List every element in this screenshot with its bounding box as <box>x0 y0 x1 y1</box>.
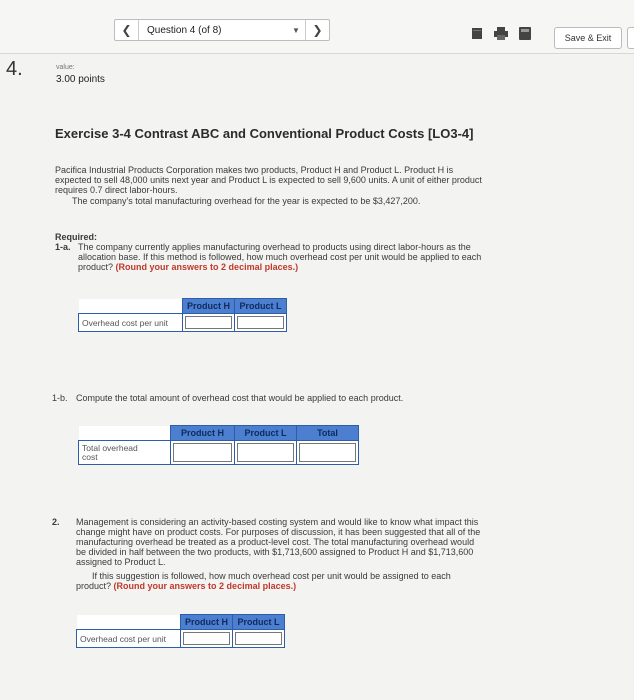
cell-product-l <box>235 441 297 465</box>
column-header-product-l: Product L <box>235 426 297 441</box>
question-2-text: be divided in half between the two products, with $1,713,600 assigned to Product H and $1,713,600 <box>76 547 474 557</box>
exercise-title: Exercise 3-4 Contrast ABC and Conventional Product Costs [LO3-4] <box>55 126 474 141</box>
intro-line: requires 0.7 direct labor-hours. <box>55 185 178 195</box>
value-label: value: <box>56 64 75 71</box>
row-label-line: cost <box>82 451 98 462</box>
row-label: Overhead cost per unit <box>77 630 181 648</box>
column-header-product-h: Product H <box>183 299 235 314</box>
question-2-text: change might have on product costs. For purposes of discussion, it has been suggested that all of the <box>76 527 481 537</box>
total-overhead-table-1b <box>78 425 359 465</box>
overhead-per-unit-table-2 <box>76 614 285 648</box>
question-selector[interactable]: Question 4 (of 8) <box>147 24 222 36</box>
cell-product-h <box>171 441 235 465</box>
cell-product-h <box>181 630 233 648</box>
cell-total <box>297 441 359 465</box>
question-2-text: assigned to Product L. <box>76 557 166 567</box>
next-question-button[interactable] <box>305 20 329 40</box>
save-exit-button[interactable]: Save & Exit <box>554 27 622 49</box>
table-corner <box>79 426 171 441</box>
product-l-abc-overhead-per-unit-input[interactable] <box>233 630 284 647</box>
column-header-product-h: Product H <box>181 615 233 630</box>
row-label <box>79 441 171 465</box>
calculator-icon[interactable] <box>518 27 532 40</box>
row-label: Overhead cost per unit <box>79 314 183 332</box>
chevron-left-icon: ❮ <box>121 23 132 37</box>
print-icon[interactable] <box>494 27 508 40</box>
question-1a-text <box>78 262 298 273</box>
question-2-text: If this suggestion is followed, how much overhead cost per unit would be assigned to each <box>92 571 451 581</box>
previous-question-button[interactable] <box>115 20 139 40</box>
question-number: 4. <box>6 58 23 80</box>
intro-line: The company's total manufacturing overhead for the year is expected to be $3,427,200. <box>72 196 421 206</box>
submit-button[interactable] <box>627 27 634 49</box>
rounding-instruction: (Round your answers to 2 decimal places.) <box>113 581 297 591</box>
question-1a-text: The company currently applies manufacturing overhead to products using direct labor-hours as the <box>78 242 471 252</box>
question-1a-number: 1-a. <box>55 242 71 252</box>
product-h-total-overhead-input[interactable] <box>171 441 234 464</box>
question-1a-text: allocation base. If this method is followed, how much overhead cost per unit would be applied to each <box>78 252 482 262</box>
table-corner <box>77 615 181 630</box>
question-1b-text: Compute the total amount of overhead cost that would be applied to each product. <box>76 393 404 403</box>
cell-product-l <box>235 314 287 332</box>
question-2-number: 2. <box>52 517 60 527</box>
product-h-abc-overhead-per-unit-input[interactable] <box>181 630 232 647</box>
chevron-down-icon[interactable]: ▼ <box>292 25 300 35</box>
required-heading: Required: <box>55 232 98 242</box>
column-header-product-l: Product L <box>233 615 285 630</box>
book-icon[interactable] <box>470 27 484 40</box>
table-corner <box>79 299 183 314</box>
intro-line: expected to sell 48,000 units next year and Product L is expected to sell 9,600 units. A unit of either product <box>55 175 482 185</box>
points-value: 3.00 points <box>56 74 105 85</box>
question-1b-number: 1-b. <box>52 393 68 403</box>
column-header-product-l: Product L <box>235 299 287 314</box>
column-header-total: Total <box>297 426 359 441</box>
total-overhead-input[interactable] <box>297 441 358 464</box>
cell-product-h <box>183 314 235 332</box>
toolbar <box>470 27 532 40</box>
top-bar <box>0 0 634 54</box>
intro-line: Pacifica Industrial Products Corporation makes two products, Product H and Product L. Product H is <box>55 165 454 175</box>
product-l-total-overhead-input[interactable] <box>235 441 296 464</box>
question-navigator[interactable] <box>114 19 330 41</box>
question-2-text: Management is considering an activity-based costing system and would like to know what impact this <box>76 517 479 527</box>
row-label-line: Total overhead <box>82 442 138 453</box>
question-2-text: manufacturing overhead be treated as a product-level cost. The total manufacturing overhead would <box>76 537 475 547</box>
column-header-product-h: Product H <box>171 426 235 441</box>
overhead-per-unit-table-1a <box>78 298 287 332</box>
question-2-text-end: product? <box>76 581 112 591</box>
question-2-text <box>76 581 296 592</box>
question-1a-text-end: product? <box>78 262 114 272</box>
product-h-overhead-per-unit-input[interactable] <box>183 314 234 331</box>
chevron-right-icon: ❯ <box>312 23 323 37</box>
product-l-overhead-per-unit-input[interactable] <box>235 314 286 331</box>
cell-product-l <box>233 630 285 648</box>
rounding-instruction: (Round your answers to 2 decimal places.) <box>115 262 299 272</box>
